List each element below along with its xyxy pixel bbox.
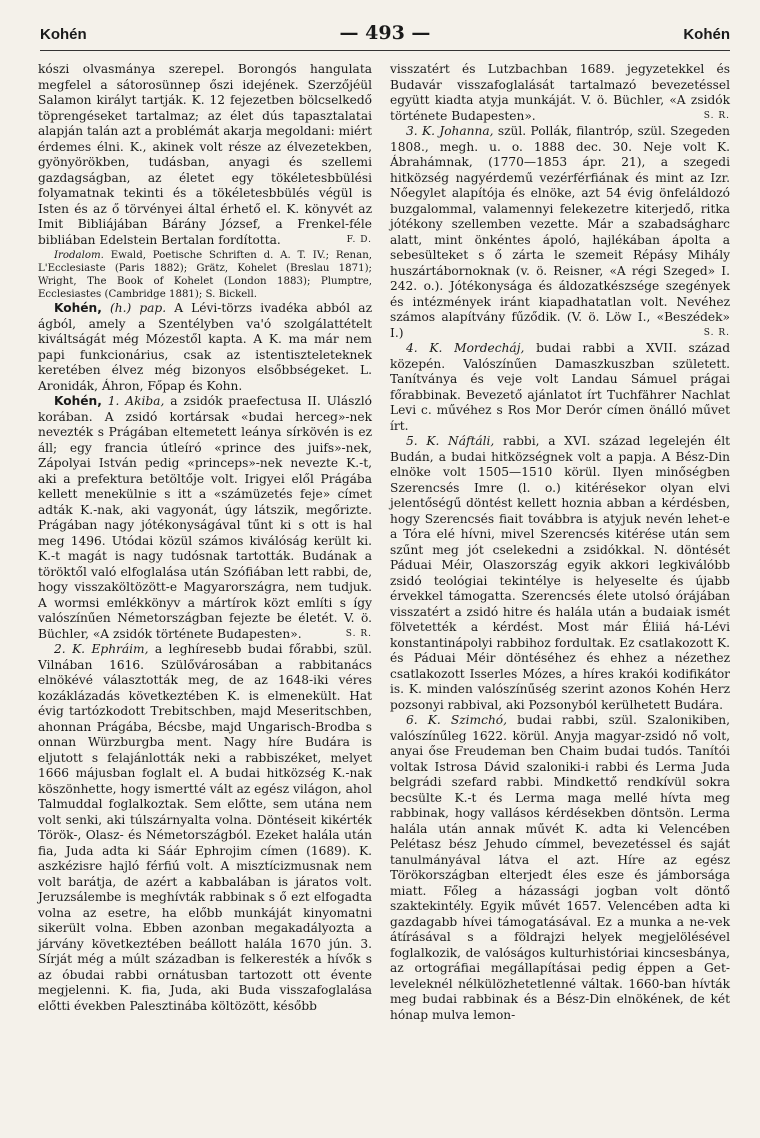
dictionary-entry [38,394,372,642]
dictionary-entry [38,301,372,394]
dictionary-entry [38,642,372,1014]
entry-subject: (h.) pap. [101,301,167,315]
page-number: — 493 — [339,22,431,44]
entry-subject: 6. K. Szimchó, [406,713,508,727]
author-signature: S. R. [703,110,730,121]
entry-text: visszatért és Lutzbachban 1689. jegyzetekkel és Budavár visszafoglalását tartalmazó bevezetéssel együtt kiadta atyja munkáját. V. ö. Büchler, «A zsidók története Budapesten». [390,62,730,123]
author-signature: S. R. [345,628,372,639]
left-column [38,62,372,1014]
note-text: Ewald, Poetische Schriften d. A. T. IV.; Renan, L'Ecclesiaste (Paris 1882); Grätz, Kohelet (Breslau 1871); Wright, The Book of Kohelet (London 1883); Plumptre, Ecclesiastes (Cambridge 1881); S. Bickell. [38,250,372,300]
entry-text: a zsidók praefectusa II. Ulászló korában. A zsidó kortársak «budai herceg»-nek nevezték s Prágában eltemetett leánya sírkövén is ez áll; egy francia útleíró «prince des juifs»-nek, Zápolyai István pedig «princeps»-nek nevezte K.-t, aki a prefektura betöltője volt. Irigyei elől Prágába kellett menekülnie s itt a «számüzetés feje» címet adták K.-nak, aki vagyonát, úgy látszik, megőrizte. Prágában nagy jótékonyságával tűnt ki s ott is hal meg 1496. Utódai közül számos kiválóság került ki. K.-t magát is nagy tudósnak tartották. Budának a töröktől való elfoglalása után Szófiában lett rabbi, de, hogy visszaköltözött-e Magyarországra, nem tudjuk. A wormsi emlékkönyv a mártírok közt említi s így valószínűen Németországban fejezte be életét. V. ö. Büchler, «A zsidók története Budapesten». [38,394,372,641]
entry-continuation [38,62,372,248]
entry-subject: 5. K. Náftáli, [406,434,495,448]
author-signature: F. D. [346,234,372,245]
running-head-right: Kohén [683,26,730,43]
running-head-left: Kohén [40,26,87,43]
entry-continuation [390,62,730,124]
note-label: Irodalom. [54,250,104,261]
entry-text: szül. Pollák, filantróp, szül. Szegeden 1808., megh. u. o. 1888 dec. 30. Neje volt K. Ábrahámnak, (1770—1853 ápr. 21), a szegedi hitközség nagyérdemű vezérférfiának és mint az Izr. Nőegylet alapítója és elnöke, azt 54 évig önfeláldozó buzgalommal, valamennyi felekezetre kiterjedő, ritka jótékony szellemben vezette. Már a szabadságharc alatt, mint önkéntes ápoló, hajlékában ápolta a sebesülteket s ő zárta le szemeit Répásy Mihály huszártábornoknak (v. ö. Reisner, «A régi Szeged» I. 242. o.). Jótékonysága és áldozatkészsége szegények és intézmények iránt kiapadhatatlan volt. Nevéhez számos alapítvány fűződik. (V. ö. Löw I., «Beszédek» I.) [390,124,730,340]
dictionary-entry [390,713,730,1023]
entry-text: a leghíresebb budai főrabbi, szül. Vilnában 1616. Szülővárosában a rabbitanács elnökévé választották meg, de az 1648-iki véres kozáklázadás következtében K. is elmenekült. Hat évig tartózkodott Trebitschben, majd Meseritschben, ahonnan Prágába, Bécsbe, majd Ungarisch-Brodba s onnan Würzburgba ment. Nagy híre Budára is eljutott s felajánlották neki a rabbiszéket, melyet 1666 májusban foglalt el. A budai hitközség K.-nak köszönhette, hogy ismertté vált az egész világon, ahol Talmuddal foglalkoztak. Sem előtte, sem utána nem volt senki, aki túlszárnyalta volna. Döntéseit kikérték Török-, Olasz- és Németországból. Ezeket halála után fia, Juda adta ki Sáár Ephrojim címen (1689). K. aszkézisre hajló férfiú volt. A misztícizmusnak nem volt barátja, de azért a kabbalában is járatos volt. Jeruzsálembe is meghívták rabbinak s ő ezt elfogadta volna az esetre, ha előbb munkáját kinyomatni sikerült volna. Ebben azonban megakadályozta a járvány következtében beállott halála 1670 jún. 3. Sírját még a múlt században is felkeresték a hívők s az óbudai rabbi ornátusban tartozott ott évente megjelenni. K. fia, Juda, aki Buda visszafoglalása előtti években Palesztinába költözött, később [38,642,372,1013]
right-column [390,62,730,1023]
entry-text: rabbi, a XVI. század legelején élt Budán, a budai hitközségnek volt a papja. A Bész-Din elnöke volt 1505—1510 körül. Ilyen minőségben Szerencsés Imre (l. o.) kitérésekor olyan elvi jelentőségű döntést kellett hoznia abban a kérdésben, hogy Szerencsés fiait továbbra is atyjuk nevén lehet-e a Tóra elé hívni, mivel Szerencsés kitérése után sem szűnt meg jót cselekedni a zsidókkal. N. döntését Páduai Méir, Olaszország egyik akkori legkiválóbb zsidó teológiai tekintélye is helyeselte és újabb érvekkel támogatta. Szerencsés élete utolsó órájában visszatért a zsidó hitre és halála után a budaiak ismét fölvetették a kérdést. Most már Éliiá há-Lévi konstantinápolyi rabbihoz fordultak. Ez csatlakozott K. és Páduai Méir döntéséhez és ehhez a nézethez csatlakozott Isserles Mózes, a híres krakói kodifikátor is. K. minden valószínűség szerint azonos Kohén Herz pozsonyi rabbival, aki Pozsonyból kerülhetett Budára. [390,434,730,712]
entry-headword: Kohén, [54,301,102,315]
dictionary-entry [390,434,730,713]
entry-text: A Lévi-törzs ivadéka abból az ágból, amely a Szentélyben va'ó szolgálattételt kiváltságát még Mózestől kapta. A K. ma már nem papi funkcionárius, csak az istentiszteleteknek keretében élvez még bizonyos elsőbbségeket. L. Aronidák, Áhron, Főpap és Kohn. [38,301,372,393]
entry-text: kószi olvasmánya szerepel. Borongós hangulata megfelel a sátorosünnep őszi idejének. Szerzőjéül Salamon királyt tartják. K. 12 fejezetben bölcselkedő töprengéseket tartalmaz; az élet dús tapasztalatai alapján talán azt a problémát akarja megoldani: miért érdemes élni. K., akinek volt része az élvezetekben, gyönyörökben, tudásban, anyagi és szellemi gazdagságban, az életet egy tökéletesbbülési folyamatnak tekinti és a tökéletesbbülés végül is Isten és az ő törvényei által érhető el. K. könyvét az Imit Bibliájában Bárány József, a Frenkel-féle bibliában Edelstein Bertalan fordította. [38,62,372,247]
page-header [40,22,730,48]
header-rule [40,50,730,51]
entry-subject: 2. K. Ephráim, [54,642,149,656]
dictionary-entry [390,124,730,341]
entry-text: budai rabbi a XVII. század közepén. Valószínűen Damaszkuszban született. Tanítványa és veje volt Landau Sámuel prágai főrabbinak. Bevezető ajánlatot írt Tuchfährer Nachlat Levi c. művéhez s Ros Mor Derór címen önálló művet írt. [390,341,730,433]
entry-text: budai rabbi, szül. Szalonikiben, valószínűleg 1622. körül. Anyja magyar-zsidó nő volt, anyai őse Freudeman ben Chaim budai tudós. Tanítói voltak Istrosa Dávid szaloniki-i rabbi és Lerma Juda belgrádi szefard rabbi. Mindkettő rendkívül sokra becsülte K.-t és Lerma maga mellé hívta meg rabbinak, hogy vallásos kérdésekben döntsön. Lerma halála után annak művét K. adta ki Velencében Pelétasz bész Jehudo címmel, bevezetéssel és saját tanulmányával látva el azt. Híre az egész Törökországban elterjedt éles esze és jámborsága miatt. Főleg a házassági jogban volt döntő szaktekintély. Egyik művét 1657. Velencében adta ki gazdagabb hívei támogatásával. Ez a munka a ne-vek átírásával s a földrajzi helyek megjelölésével foglalkozik, de valóságos kulturhistóriai kincsesbánya, az ortográfiai megállapításai pedig éppen a Get-leveleknél nélkülözhetetlenné váltak. 1660-ban hívták meg budai rabbinak és a Bész-Din elnökének, de két hónap mulva lemon- [390,713,731,1022]
author-signature: S. R. [703,327,730,338]
entry-headword: Kohén, [54,394,102,408]
literature-note [38,249,372,301]
dictionary-entry [390,341,730,434]
entry-subject: 4. K. Mordecháj, [406,341,525,355]
entry-subject: 3. K. Johanna, [406,124,494,138]
entry-subject: 1. Akiba, [101,394,165,408]
